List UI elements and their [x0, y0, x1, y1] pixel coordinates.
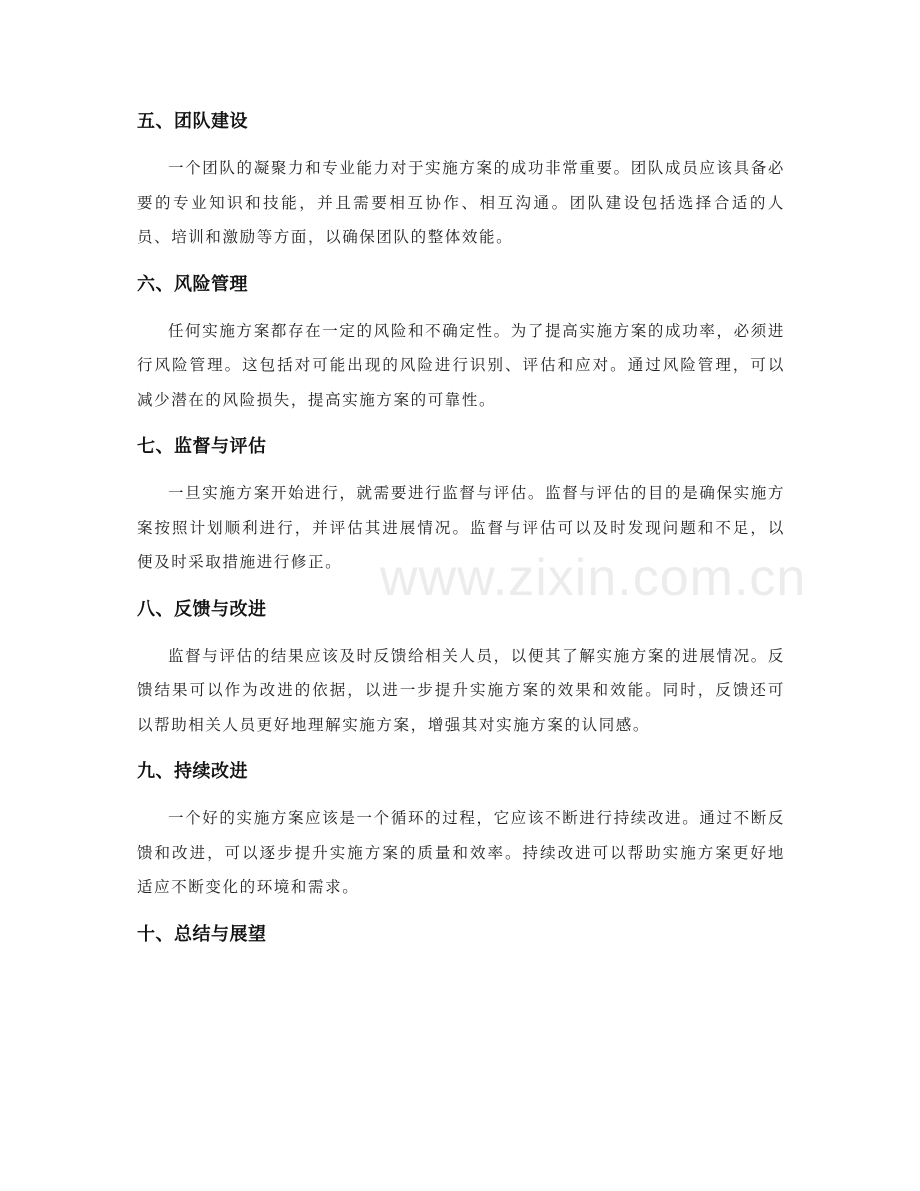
section-title: 六、风险管理 [137, 273, 248, 295]
section-continuous-improvement [137, 758, 785, 905]
section-title: 七、监督与评估 [137, 436, 267, 457]
document-content [137, 108, 785, 949]
section-risk-management [137, 271, 785, 418]
section-paragraph: 一个好的实施方案应该是一个循环的过程，它应该不断进行持续改进。通过不断反馈和改进，可以逐步提升实施方案的质量和效率。持续改进可以帮助实施方案更好地适应不断变化的环境和需求。 [137, 809, 785, 896]
section-paragraph: 一个团队的凝聚力和专业能力对于实施方案的成功非常重要。团队成员应该具备必要的专业知识和技能，并且需要相互协作、相互沟通。团队建设包括选择合适的人员、培训和激励等方面，以确保团队的整体效能。 [137, 159, 785, 246]
section-paragraph: 监督与评估的结果应该及时反馈给相关人员，以便其了解实施方案的进展情况。反馈结果可以作为改进的依据，以进一步提升实施方案的效果和效能。同时，反馈还可以帮助相关人员更好地理解实施方案，增强其对实施方案的认同感。 [137, 646, 785, 734]
section-feedback-improvement [137, 596, 785, 743]
section-title: 五、团队建设 [137, 111, 248, 132]
section-paragraph: 一旦实施方案开始进行，就需要进行监督与评估。监督与评估的目的是确保实施方案按照计划顺利进行，并评估其进展情况。监督与评估可以及时发现问题和不足，以便及时采取措施进行修正。 [137, 484, 785, 571]
section-title: 十、总结与展望 [137, 923, 267, 945]
section-supervision-evaluation [137, 433, 785, 580]
section-title: 九、持续改进 [137, 761, 248, 782]
section-team-building [137, 108, 785, 255]
section-title: 八、反馈与改进 [137, 598, 267, 620]
watermark: www.zixin.com.cn [380, 549, 807, 607]
section-paragraph: 任何实施方案都存在一定的风险和不确定性。为了提高实施方案的成功率，必须进行风险管理。这包括对可能出现的风险进行识别、评估和应对。通过风险管理，可以减少潜在的风险损失，提高实施方案的可靠性。 [137, 321, 785, 409]
section-summary-outlook [137, 921, 785, 949]
